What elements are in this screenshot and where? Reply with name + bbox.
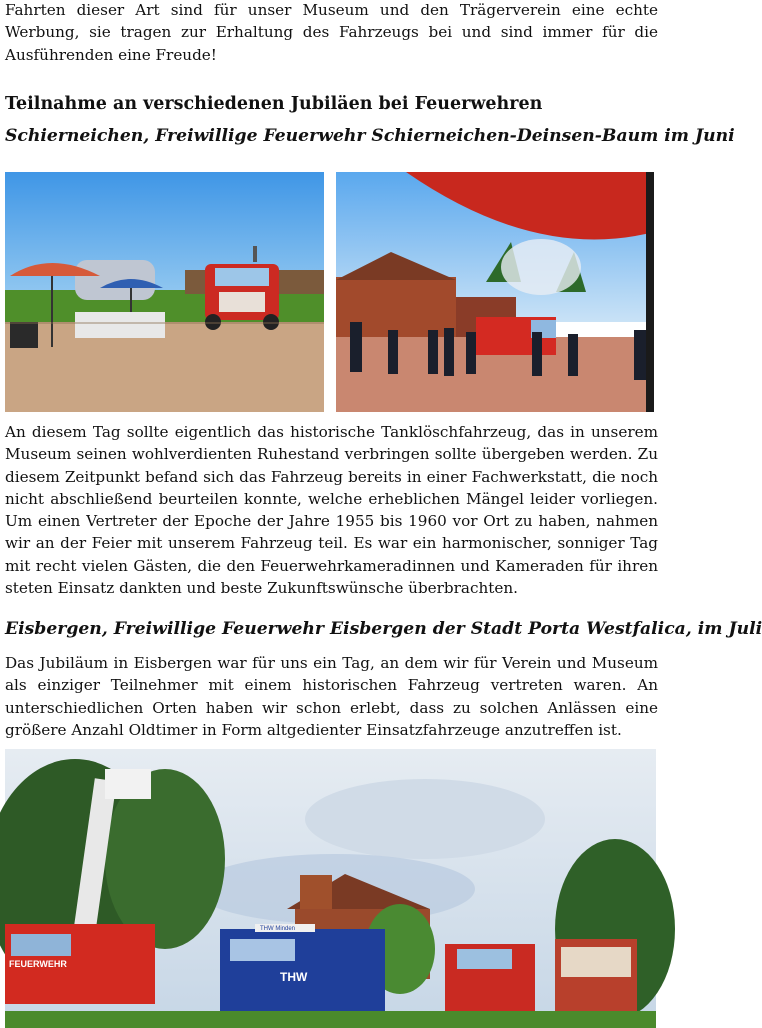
event2-paragraph: Das Jubiläum in Eisbergen war für uns ein Tag, an dem wir für Verein und Museum als einziger Teilnehmer mit einem historischen Fahrzeug vertreten waren. An unterschiedlichen Orten haben wir schon erlebt, dass zu solchen Anlässen eine größere Anzahl Oldtimer in Form altgedienter Einsatzfahrzeuge anzutreffen ist. xyxy=(5,654,658,739)
event2-section xyxy=(5,652,658,741)
truck-door-label: FEUERWEHR xyxy=(9,959,67,969)
photo-eisbergen-vehicles xyxy=(5,749,656,1028)
intro-section xyxy=(5,0,658,66)
event2-subheading: Eisbergen, Freiwillige Feuerwehr Eisbergen der Stadt Porta Westfalica, im Juli xyxy=(5,619,762,639)
intro-paragraph: Fahrten dieser Art sind für unser Museum und den Trägerverein eine echte Werbung, sie tragen zur Erhaltung des Fahrzeugs bei und sind immer für die Ausführenden eine Freude! xyxy=(5,1,658,64)
event2-header xyxy=(5,617,762,641)
photo-schierneichen-truck xyxy=(5,172,324,412)
event1-paragraph: An diesem Tag sollte eigentlich das historische Tanklöschfahrzeug, das in unserem Museum seinen wohlverdienten Ruhestand verbringen sollte übergeben werden. Zu diesem Zeitpunkt befand sich das Fahrzeug bereits in einer Fachwerkstatt, die noch nicht abschließend beurteilen konnte, welche erheblichen Mängel leider vorliegen. Um einen Vertreter der Epoche der Jahre 1955 bis 1960 vor Ort zu haben, nahmen wir an der Feier mit unserem Fahrzeug teil. Es war ein harmonischer, sonniger Tag mit recht vielen Gästen, die den Feuerwehrkameradinnen und Kameraden für ihren steten Einsatz dankten und beste Zukunftswünsche überbrachten. xyxy=(5,423,658,598)
event1-section xyxy=(5,421,658,599)
thw-sign-label: THW Minden xyxy=(260,926,296,932)
event1-subheading: Schierneichen, Freiwillige Feuerwehr Schierneichen-Deinsen-Baum im Juni xyxy=(5,126,735,146)
photo-schierneichen-parade xyxy=(336,172,654,412)
thw-front-label: THW xyxy=(280,970,308,984)
section-heading: Teilnahme an verschiedenen Jubiläen bei Feuerwehren xyxy=(5,94,543,114)
section-header xyxy=(5,92,658,116)
event1-header xyxy=(5,124,735,148)
